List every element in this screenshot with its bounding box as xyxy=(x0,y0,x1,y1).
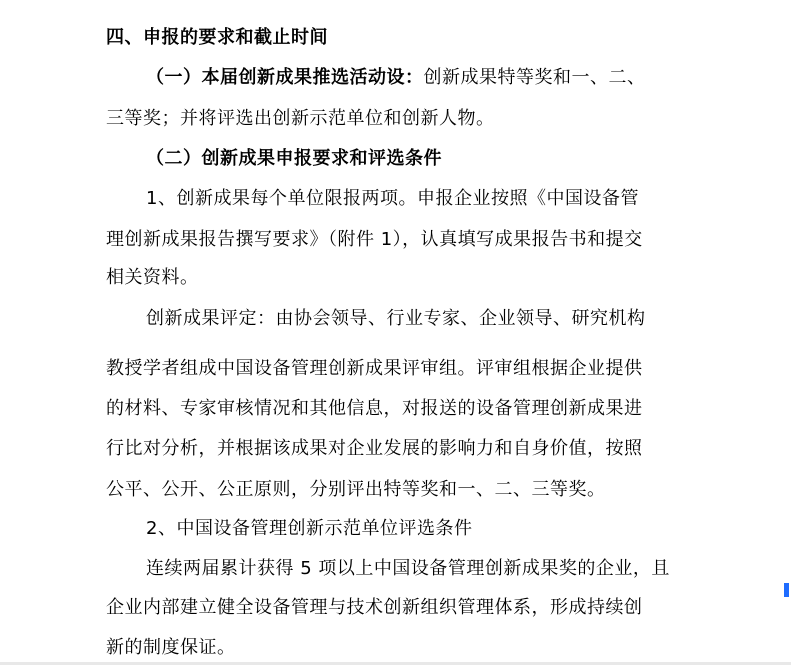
evaluation-line-4: 行比对分析，并根据该成果对企业发展的影响力和自身价值，按照 xyxy=(106,438,643,459)
evaluation-line-2: 教授学者组成中国设备管理创新成果评审组。评审组根据企业提供 xyxy=(106,358,643,379)
subsection-1-line-1 xyxy=(146,67,646,89)
section-heading: 四、申报的要求和截止时间 xyxy=(106,27,328,48)
evaluation-line-5: 公平、公开、公正原则，分别评出特等奖和一、二、三等奖。 xyxy=(106,479,606,500)
item-1-line-1: 1、创新成果每个单位限报两项。申报企业按照《中国设备管 xyxy=(146,188,639,209)
item-2-heading: 2、中国设备管理创新示范单位评选条件 xyxy=(146,518,473,539)
item-1-line-2: 理创新成果报告撰写要求》（附件 1），认真填写成果报告书和提交 xyxy=(106,229,643,250)
evaluation-line-3: 的材料、专家审核情况和其他信息，对报送的设备管理创新成果进 xyxy=(106,398,643,419)
scroll-indicator[interactable] xyxy=(784,583,789,597)
item-2-line-3: 新的制度保证。 xyxy=(106,637,236,658)
subsection-1-heading: （一）本届创新成果推选活动设： xyxy=(146,67,424,88)
item-2-line-2: 企业内部建立健全设备管理与技术创新组织管理体系，形成持续创 xyxy=(106,597,643,618)
evaluation-line-1: 创新成果评定：由协会领导、行业专家、企业领导、研究机构 xyxy=(146,308,646,329)
subsection-2-heading: （二）创新成果申报要求和评选条件 xyxy=(146,148,442,169)
item-2-line-1: 连续两届累计获得 5 项以上中国设备管理创新成果奖的企业，且 xyxy=(146,558,670,579)
subsection-1-text: 创新成果特等奖和一、二、 xyxy=(423,67,646,88)
subsection-1-line-2: 三等奖；并将评选出创新示范单位和创新人物。 xyxy=(106,108,495,129)
item-1-line-3: 相关资料。 xyxy=(106,267,199,288)
